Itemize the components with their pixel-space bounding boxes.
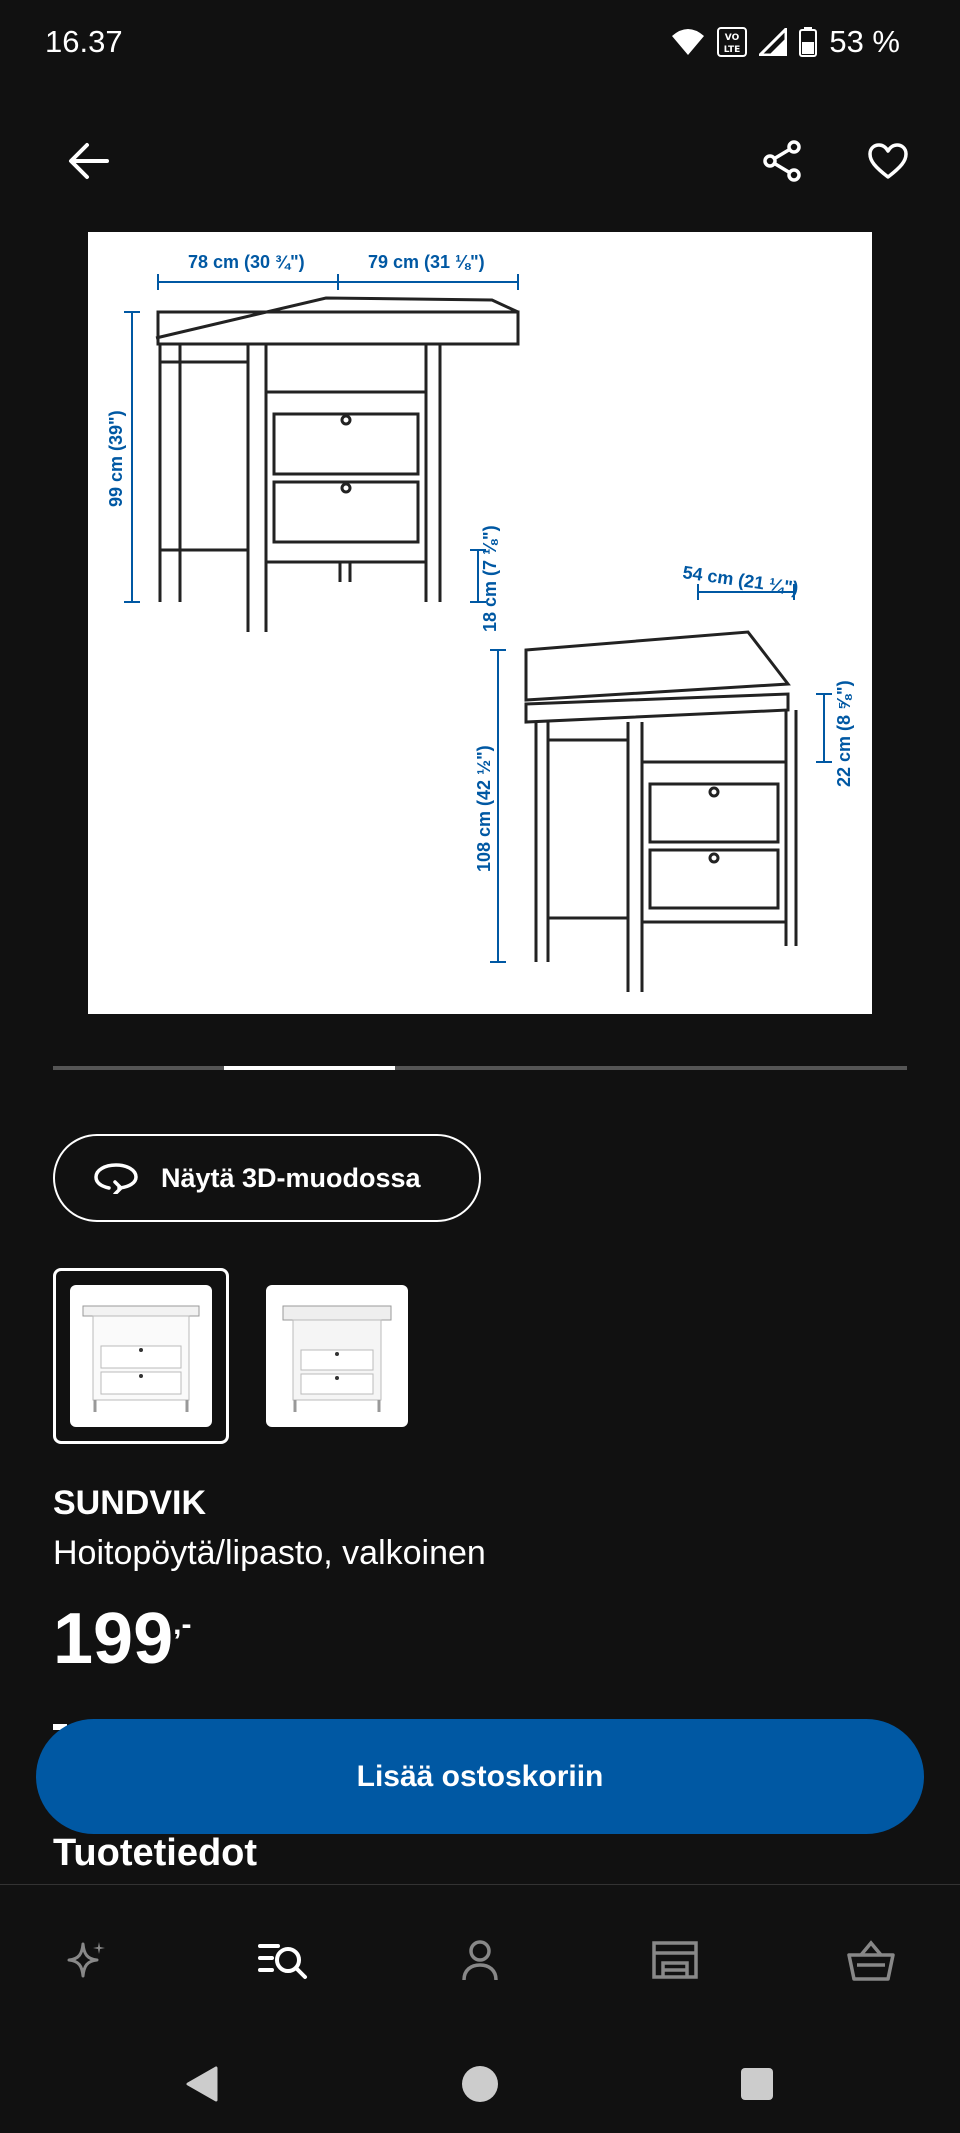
view-3d-button[interactable] <box>53 1134 481 1222</box>
favorite-button[interactable] <box>853 126 923 196</box>
share-button[interactable] <box>747 126 817 196</box>
dim-height-3: 108 cm (42 ½") <box>474 745 494 872</box>
back-button[interactable] <box>54 126 124 196</box>
heart-icon <box>867 142 909 180</box>
product-description: Hoitopöytä/lipasto, valkoinen <box>53 1534 486 1572</box>
product-brand: SUNDVIK <box>53 1484 207 1522</box>
svg-text:VO: VO <box>725 33 740 43</box>
battery-percent: 53 % <box>829 24 900 59</box>
price-value: 199 <box>53 1599 174 1679</box>
dim-depth: 54 cm (21 ¼") <box>681 562 800 599</box>
nav-search[interactable] <box>248 1925 318 1995</box>
svg-text:LTE: LTE <box>724 45 741 55</box>
volte-icon <box>717 27 747 57</box>
battery-icon <box>799 27 817 57</box>
price-suffix: ,- <box>173 1608 192 1641</box>
share-icon <box>760 139 804 183</box>
dim-width-1: 78 cm (30 ¾") <box>188 252 305 272</box>
person-icon <box>460 1938 500 1982</box>
thumbnail-2[interactable] <box>249 1268 425 1444</box>
product-dimension-image[interactable] <box>88 232 872 1014</box>
status-time: 16.37 <box>45 24 123 59</box>
triangle-back-icon <box>182 2064 222 2104</box>
add-to-cart-button[interactable] <box>36 1719 924 1834</box>
carousel-active-segment <box>224 1066 395 1070</box>
thumbnail-1[interactable] <box>53 1268 229 1444</box>
carousel-indicator <box>53 1066 907 1070</box>
product-details-heading[interactable]: Tuotetiedot <box>53 1832 258 1874</box>
system-recents-button[interactable] <box>727 2054 787 2114</box>
nav-inspiration[interactable] <box>52 1925 122 1995</box>
store-icon <box>651 1939 699 1981</box>
nav-store[interactable] <box>640 1925 710 1995</box>
nav-profile[interactable] <box>445 1925 515 1995</box>
status-bar <box>0 0 960 90</box>
dim-height-4: 22 cm (8 ⅝") <box>834 680 854 787</box>
sparkle-icon <box>65 1938 109 1982</box>
system-nav-bar <box>0 2034 960 2133</box>
arrow-left-icon <box>67 141 111 181</box>
product-price <box>53 1598 191 1680</box>
bottom-nav <box>0 1884 960 2034</box>
signal-icon <box>759 28 787 56</box>
wifi-icon <box>671 28 705 56</box>
system-back-button[interactable] <box>172 2054 232 2114</box>
status-icons <box>671 24 900 60</box>
dim-height-2: 18 cm (7 ⅛") <box>480 525 500 632</box>
system-home-button[interactable] <box>450 2054 510 2114</box>
add-to-cart-label: Lisää ostoskoriin <box>356 1759 604 1793</box>
rotate-3d-icon <box>93 1162 139 1194</box>
dim-width-2: 79 cm (31 ⅛") <box>368 252 485 272</box>
changing-table-thumbnail <box>77 1292 205 1420</box>
square-recents-icon <box>739 2066 775 2102</box>
nav-cart[interactable] <box>836 1925 906 1995</box>
circle-home-icon <box>460 2064 500 2104</box>
view-3d-label: Näytä 3D-muodossa <box>161 1162 421 1193</box>
search-list-icon <box>258 1940 308 1980</box>
compact-table-thumbnail <box>273 1292 401 1420</box>
dim-height-1: 99 cm (39") <box>106 410 126 507</box>
basket-icon <box>847 1939 895 1981</box>
